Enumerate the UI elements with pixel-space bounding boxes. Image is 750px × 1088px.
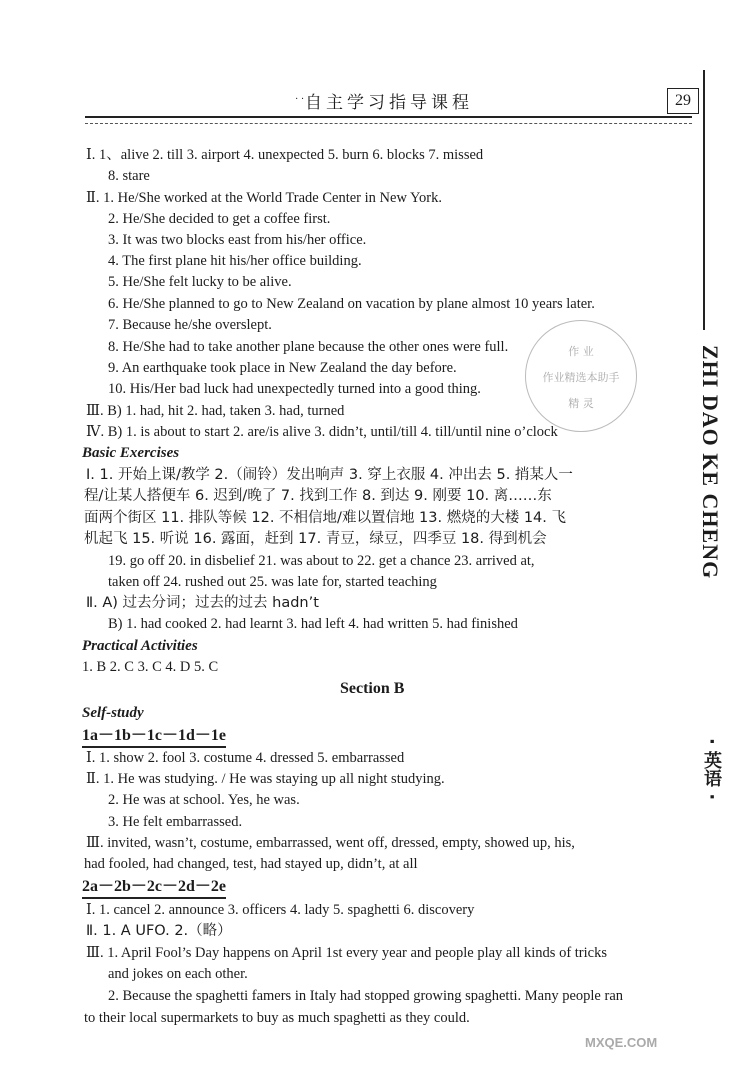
answer-line: 8. stare	[108, 168, 150, 184]
answer-line: 2. He/She decided to get a coffee first.	[108, 211, 331, 227]
answer-line: 5. He/She felt lucky to be alive.	[108, 274, 292, 290]
answer-line: Ⅲ. invited, wasn’t, costume, embarrassed, went off, dressed, empty, showed up, his,	[86, 835, 575, 851]
answer-line: 4. The first plane hit his/her office building.	[108, 253, 362, 269]
answer-line: Ⅰ. 1. 开始上课/教学 2.（闹铃）发出响声 3. 穿上衣服 4. 冲出去 5. 捎某人一	[86, 467, 573, 483]
section-title: Section B	[340, 680, 405, 697]
answer-line: taken off 24. rushed out 25. was late for, started teaching	[108, 574, 437, 590]
answer-line: 9. An earthquake took place in New Zealand the day before.	[108, 360, 457, 376]
watermark: MXQE.COM	[585, 1035, 658, 1050]
answer-line: 8. He/She had to take another plane because the other ones were full.	[108, 339, 509, 355]
answer-line: 3. It was two blocks east from his/her office.	[108, 232, 367, 248]
answer-line: Ⅱ. A) 过去分词；过去的过去 hadn’t	[86, 595, 319, 611]
page-number: 29	[667, 88, 699, 114]
answer-line: 面两个街区 11. 排队等候 12. 不相信地/难以置信地 13. 燃烧的大楼 14. 飞	[84, 510, 566, 526]
answer-line: Ⅳ. B) 1. is about to start 2. are/is alive 3. didn’t, until/till 4. till/until nine o’clock	[86, 424, 558, 440]
answer-line: Ⅰ. 1、alive 2. till 3. airport 4. unexpected 5. burn 6. blocks 7. missed	[86, 147, 484, 163]
answer-line: and jokes on each other.	[108, 966, 248, 982]
stamp-logo: 作 业 作业精选本助手 精 灵	[525, 320, 637, 432]
answer-line: 程/让某人搭便车 6. 迟到/晚了 7. 找到工作 8. 到达 9. 刚要 10. 离……东	[84, 488, 552, 504]
answer-line: Ⅱ. 1. A UFO. 2.（略）	[86, 923, 232, 939]
answer-line: had fooled, had changed, test, had stayed up, didn’t, at all	[84, 856, 418, 872]
page-header-title: 自主学习指导课程	[305, 93, 473, 113]
section-heading: 1a－1b－1c－1d－1e	[82, 727, 226, 748]
answer-line: 1. B 2. C 3. C 4. D 5. C	[82, 659, 219, 675]
answer-line: B) 1. had cooked 2. had learnt 3. had left 4. had written 5. had finished	[108, 616, 518, 632]
answer-line: 10. His/Her bad luck had unexpectedly turned into a good thing.	[108, 381, 481, 397]
answer-line: Ⅰ. 1. cancel 2. announce 3. officers 4. lady 5. spaghetti 6. discovery	[86, 902, 475, 918]
answer-line: 3. He felt embarrassed.	[108, 814, 243, 830]
header-rule	[85, 116, 692, 124]
answer-line: Ⅰ. 1. show 2. fool 3. costume 4. dressed 5. embarrassed	[86, 750, 405, 766]
answer-line: Ⅲ. B) 1. had, hit 2. had, taken 3. had, turned	[86, 403, 345, 419]
answer-line: 6. He/She planned to go to New Zealand on vacation by plane almost 10 years later.	[108, 296, 595, 312]
side-title: ZHI DAO KE CHENG	[698, 345, 723, 580]
section-heading: 2a－2b－2c－2d－2e	[82, 878, 226, 899]
section-heading: Practical Activities	[82, 638, 198, 654]
side-divider	[703, 70, 705, 330]
answer-line: 机起飞 15. 听说 16. 露面，赶到 17. 青豆，绿豆，四季豆 18. 得到机会	[84, 531, 547, 547]
side-subtitle: · 英语 ·	[701, 738, 722, 801]
answer-line: to their local supermarkets to buy as much spaghetti as they could.	[84, 1010, 470, 1026]
answer-line: Ⅲ. 1. April Fool’s Day happens on April 1st every year and people play all kinds of tricks	[86, 945, 607, 961]
answer-line: 2. He was at school. Yes, he was.	[108, 792, 300, 808]
answer-line: 7. Because he/she overslept.	[108, 317, 272, 333]
section-heading: Self-study	[82, 705, 144, 721]
answer-line: Ⅱ. 1. He/She worked at the World Trade Center in New York.	[86, 190, 442, 206]
answer-line: 2. Because the spaghetti famers in Italy had stopped growing spaghetti. Many people ran	[108, 988, 624, 1004]
section-heading: Basic Exercises	[82, 445, 180, 461]
answer-line: Ⅱ. 1. He was studying. / He was staying up all night studying.	[86, 771, 445, 787]
header-ornament: · ·	[295, 94, 305, 105]
answer-line: 19. go off 20. in disbelief 21. was about to 22. get a chance 23. arrived at,	[108, 553, 535, 569]
